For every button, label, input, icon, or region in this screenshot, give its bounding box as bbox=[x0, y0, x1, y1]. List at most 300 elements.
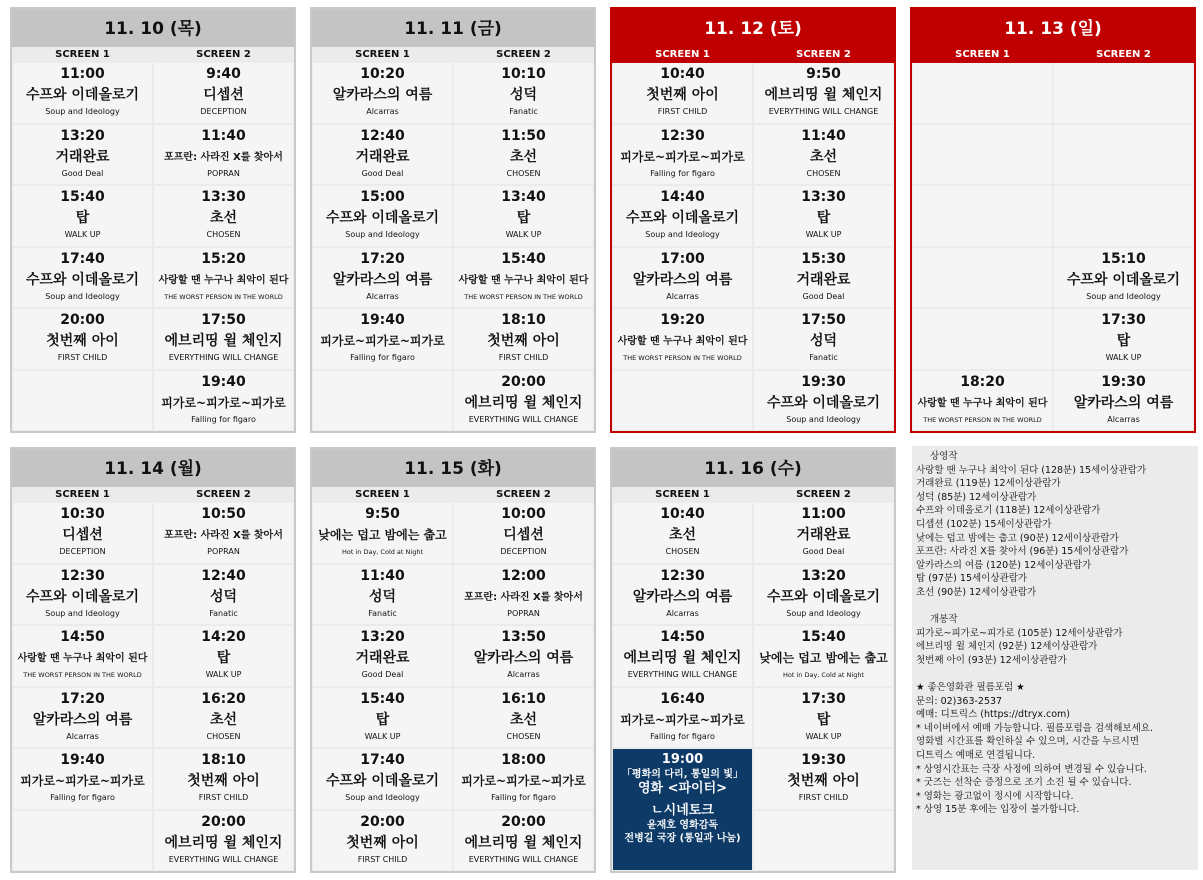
movie-title-en: THE WORST PERSON IN THE WORLD bbox=[164, 292, 283, 301]
movie-title-ko: 수프와 이데올로기 bbox=[766, 588, 881, 605]
empty-cell bbox=[913, 248, 1052, 308]
movie-title-ko: 초선 bbox=[809, 148, 838, 165]
showtime-cell bbox=[913, 371, 1052, 431]
showtime-cell bbox=[454, 688, 593, 748]
showtime: 16:10 bbox=[501, 690, 546, 707]
showtime-cell bbox=[13, 626, 152, 686]
showtime: 15:40 bbox=[60, 189, 105, 205]
showtime-cell bbox=[154, 688, 293, 748]
event-line: ㄴ시네토크 bbox=[651, 803, 714, 818]
day-title: 11. 16 (수) bbox=[612, 449, 894, 487]
showtime-cell bbox=[454, 63, 593, 123]
info-line: * 네이버에서 예매 가능합니다. 필름포럼을 검색해보세요. bbox=[916, 722, 1153, 734]
movie-title-ko: 초선 bbox=[509, 148, 538, 165]
movie-title-en: Falling for figaro bbox=[350, 353, 415, 362]
movie-title-ko: 알카라스의 여름 bbox=[1073, 394, 1174, 411]
movie-title-ko: 첫번째 아이 bbox=[487, 333, 560, 349]
screen-label: SCREEN 1 bbox=[355, 49, 410, 60]
day-title: 11. 13 (일) bbox=[912, 9, 1194, 47]
movie-title-en: THE WORST PERSON IN THE WORLD bbox=[923, 415, 1042, 424]
showtime-cell bbox=[154, 63, 293, 123]
movie-title-ko: 거래완료 bbox=[796, 271, 851, 288]
showtime: 11:00 bbox=[60, 66, 105, 82]
movie-title-ko: 포프란: 사라진 X를 찾아서 bbox=[464, 591, 583, 603]
movie-title-ko: 디셉션 bbox=[62, 527, 103, 543]
showtime: 19:40 bbox=[60, 752, 105, 768]
screen-label: SCREEN 1 bbox=[955, 49, 1010, 60]
showtime: 13:40 bbox=[501, 189, 546, 205]
day-panel bbox=[610, 7, 896, 433]
showtime: 11:00 bbox=[801, 506, 846, 522]
day-panel bbox=[10, 7, 296, 433]
showtime-cell bbox=[1054, 248, 1193, 308]
movie-title-ko: 거래완료 bbox=[355, 148, 410, 165]
movie-title-en: CHOSEN bbox=[506, 731, 541, 741]
movie-title-en: EVERYTHING WILL CHANGE bbox=[168, 854, 279, 864]
movie-title-ko: 탑 bbox=[216, 650, 231, 666]
showtime: 13:50 bbox=[501, 629, 546, 645]
movie-title-ko: 수프와 이데올로기 bbox=[25, 588, 140, 605]
showtime: 15:40 bbox=[360, 690, 405, 707]
showtime: 10:40 bbox=[660, 506, 705, 522]
movie-title-ko: 사랑할 땐 누구나 최악이 된다 bbox=[917, 397, 1048, 409]
movie-title-en: Alcarras bbox=[666, 291, 699, 301]
showtime-cell bbox=[454, 749, 593, 809]
showtime-cell bbox=[313, 688, 452, 748]
showtime-cell bbox=[754, 565, 893, 625]
info-line: 낮에는 덥고 밤에는 춥고 (90분) 12세이상관람가 bbox=[916, 532, 1119, 544]
movie-title-en: Hot in Day, Cold at Night bbox=[782, 671, 864, 679]
screen-label: SCREEN 1 bbox=[655, 49, 710, 60]
empty-cell bbox=[1054, 63, 1193, 123]
screen-column bbox=[454, 63, 593, 430]
movie-title-en: CHOSEN bbox=[206, 731, 241, 741]
empty-cell bbox=[913, 63, 1052, 123]
movie-title-en: Fanatic bbox=[368, 608, 397, 618]
movie-title-en: FIRST CHILD bbox=[798, 793, 849, 802]
showtime: 17:30 bbox=[1101, 312, 1146, 328]
movie-title-ko: 성덕 bbox=[209, 588, 238, 605]
empty-cell bbox=[13, 811, 152, 871]
movie-title-ko: 수프와 이데올로기 bbox=[766, 394, 881, 411]
screen-column bbox=[13, 63, 152, 430]
showtime: 12:00 bbox=[501, 567, 546, 584]
showtime-cell bbox=[154, 186, 293, 246]
screen-column bbox=[154, 63, 293, 430]
info-line: * 상영 15분 후에는 입장이 불가합니다. bbox=[916, 804, 1080, 816]
showtime: 20:00 bbox=[60, 312, 105, 328]
movie-title-en: WALK UP bbox=[364, 731, 401, 741]
movie-title-en: Good Deal bbox=[802, 291, 845, 301]
showtime: 20:00 bbox=[501, 373, 546, 390]
empty-cell bbox=[754, 811, 893, 871]
movie-title-ko: 피가로~피가로~피가로 bbox=[620, 149, 745, 164]
movie-title-en: Alcarras bbox=[666, 608, 699, 618]
showtime-cell bbox=[754, 626, 893, 686]
movie-title-en: Good Deal bbox=[361, 670, 404, 679]
movie-title-en: EVERYTHING WILL CHANGE bbox=[468, 414, 579, 424]
movie-title-ko: 성덕 bbox=[368, 588, 397, 605]
movie-title-en: FIRST CHILD bbox=[198, 793, 249, 802]
showtime: 12:30 bbox=[660, 127, 705, 144]
day-panel bbox=[610, 447, 896, 873]
showtime: 19:30 bbox=[801, 752, 846, 768]
movie-title-ko: 첫번째 아이 bbox=[346, 834, 419, 851]
movie-title-ko: 초선 bbox=[209, 210, 238, 226]
movie-title-en: FIRST CHILD bbox=[357, 854, 408, 864]
empty-cell bbox=[913, 125, 1052, 185]
showtime-cell bbox=[313, 63, 452, 123]
showtime-cell bbox=[13, 749, 152, 809]
movie-title-en: DECEPTION bbox=[500, 547, 547, 556]
showtime: 14:20 bbox=[201, 629, 246, 645]
showtime: 15:20 bbox=[201, 250, 246, 267]
showtime-cell bbox=[613, 309, 752, 369]
info-line: 피가로~피가로~피가로 (105분) 12세이상관람가 bbox=[916, 627, 1123, 639]
movie-title-ko: 알카라스의 여름 bbox=[332, 271, 433, 288]
screen-header bbox=[312, 47, 594, 63]
movie-title-en: Good Deal bbox=[802, 547, 845, 556]
movie-title-en: WALK UP bbox=[505, 230, 542, 239]
movie-title-en: Soup and Ideology bbox=[345, 793, 420, 802]
showtime: 19:30 bbox=[801, 373, 846, 390]
showtime: 19:40 bbox=[201, 373, 246, 390]
movie-title-en: WALK UP bbox=[805, 731, 842, 741]
showtime-cell bbox=[13, 125, 152, 185]
info-line: 디셉션 (102분) 15세이상관람가 bbox=[916, 518, 1052, 530]
movie-title-ko: 피가로~피가로~피가로 bbox=[620, 712, 745, 727]
day-panel bbox=[10, 447, 296, 873]
movie-title-en: Alcarras bbox=[366, 291, 399, 301]
movie-title-en: Good Deal bbox=[61, 168, 104, 178]
showtime: 17:00 bbox=[660, 250, 705, 267]
showtime-cell bbox=[154, 811, 293, 871]
showtime: 14:50 bbox=[60, 629, 105, 645]
showtime: 14:40 bbox=[660, 189, 705, 205]
showtime-cell bbox=[13, 503, 152, 563]
info-line: 수프와 이데올로기 (118분) 12세이상관람가 bbox=[916, 505, 1101, 517]
movie-title-en: Soup and Ideology bbox=[45, 107, 120, 116]
showtime: 19:00 bbox=[661, 752, 704, 767]
movie-title-en: WALK UP bbox=[64, 230, 101, 239]
info-line: ★ 좋은영화관 필름포럼 ★ bbox=[916, 682, 1025, 694]
movie-title-en: CHOSEN bbox=[806, 168, 841, 178]
movie-title-ko: 사랑할 땐 누구나 최악이 된다 bbox=[17, 653, 148, 664]
screen-header bbox=[312, 487, 594, 503]
movie-title-ko: 에브리띵 윌 체인지 bbox=[464, 394, 583, 411]
movie-title-en: FIRST CHILD bbox=[498, 353, 549, 362]
showtime-cell bbox=[13, 248, 152, 308]
movie-title-en: DECEPTION bbox=[200, 107, 247, 116]
showtime-cell bbox=[154, 749, 293, 809]
screen-column bbox=[754, 63, 893, 430]
showtime-cell bbox=[154, 565, 293, 625]
movie-title-en: Hot in Day, Cold at Night bbox=[341, 548, 423, 556]
day-panel bbox=[310, 7, 596, 433]
movie-title-ko: 수프와 이데올로기 bbox=[325, 773, 440, 789]
showtime-cell bbox=[754, 749, 893, 809]
screen-label: SCREEN 2 bbox=[196, 49, 251, 60]
showtime: 18:10 bbox=[501, 312, 546, 328]
showtime-cell bbox=[754, 248, 893, 308]
movie-title-ko: 탑 bbox=[516, 210, 531, 226]
screen-label: SCREEN 2 bbox=[1096, 49, 1151, 60]
showtime-cell bbox=[154, 503, 293, 563]
showtime-cell bbox=[454, 626, 593, 686]
movie-title-en: CHOSEN bbox=[506, 168, 541, 178]
showtime: 16:40 bbox=[660, 690, 705, 707]
movie-title-en: Falling for figaro bbox=[191, 414, 256, 424]
movie-title-en: Falling for figaro bbox=[650, 168, 715, 178]
screen-column bbox=[1054, 63, 1193, 430]
movie-title-ko: 알카라스의 여름 bbox=[473, 650, 574, 666]
empty-cell bbox=[1054, 125, 1193, 185]
screen-column bbox=[454, 503, 593, 870]
event-line: 「평화의 다리, 통일의 빛」 bbox=[621, 769, 744, 780]
movie-title-ko: 낮에는 덥고 밤에는 춥고 bbox=[318, 528, 447, 542]
showtime-cell bbox=[313, 248, 452, 308]
showtime: 11:40 bbox=[201, 127, 246, 144]
showtime: 15:30 bbox=[801, 250, 846, 267]
movie-title-en: THE WORST PERSON IN THE WORLD bbox=[23, 671, 142, 679]
screen-column bbox=[154, 503, 293, 870]
showtime: 13:30 bbox=[201, 189, 246, 205]
showtime: 11:50 bbox=[501, 127, 546, 144]
showtime: 13:20 bbox=[801, 567, 846, 584]
screen-column bbox=[913, 63, 1052, 430]
showtime: 14:50 bbox=[660, 629, 705, 645]
empty-cell bbox=[1054, 186, 1193, 246]
screen-label: SCREEN 2 bbox=[796, 489, 851, 500]
day-panel bbox=[310, 447, 596, 873]
screen-label: SCREEN 2 bbox=[796, 49, 851, 60]
movie-title-en: EVERYTHING WILL CHANGE bbox=[768, 107, 879, 116]
movie-title-ko: 알카라스의 여름 bbox=[32, 711, 133, 728]
day-panel bbox=[910, 7, 1196, 433]
movie-title-ko: 사랑할 땐 누구나 최악이 된다 bbox=[458, 274, 589, 286]
movie-title-ko: 첫번째 아이 bbox=[46, 333, 119, 349]
showtime: 18:20 bbox=[960, 373, 1005, 390]
screen-label: SCREEN 1 bbox=[55, 49, 110, 60]
showtime: 20:00 bbox=[201, 813, 246, 830]
info-line: 예매: 디트릭스 (https://dtryx.com) bbox=[916, 709, 1070, 721]
showtime-cell bbox=[454, 186, 593, 246]
movie-title-en: Falling for figaro bbox=[50, 793, 115, 802]
showtime-cell bbox=[13, 186, 152, 246]
movie-title-en: Soup and Ideology bbox=[345, 230, 420, 239]
showtime: 17:40 bbox=[360, 752, 405, 768]
movie-title-ko: 탑 bbox=[816, 210, 831, 226]
showtime-cell bbox=[754, 371, 893, 431]
screen-label: SCREEN 1 bbox=[355, 489, 410, 500]
showtime-cell bbox=[1054, 371, 1193, 431]
special-event-cell bbox=[613, 749, 752, 870]
showtime-cell bbox=[754, 125, 893, 185]
movie-title-ko: 에브리띵 윌 체인지 bbox=[164, 834, 283, 851]
movie-title-ko: 탑 bbox=[375, 711, 390, 728]
movie-title-ko: 수프와 이데올로기 bbox=[625, 210, 740, 226]
showtime-cell bbox=[13, 63, 152, 123]
movie-title-en: CHOSEN bbox=[206, 230, 241, 239]
movie-title-ko: 초선 bbox=[209, 711, 238, 728]
showtime-cell bbox=[454, 811, 593, 871]
showtime: 12:40 bbox=[201, 567, 246, 584]
movie-title-ko: 피가로~피가로~피가로 bbox=[20, 774, 145, 788]
movie-title-en: FIRST CHILD bbox=[57, 353, 108, 362]
movie-title-ko: 디셉션 bbox=[203, 87, 244, 103]
showtime: 19:40 bbox=[360, 312, 405, 328]
screen-label: SCREEN 1 bbox=[655, 489, 710, 500]
movie-title-ko: 알카라스의 여름 bbox=[332, 87, 433, 103]
showtime-cell bbox=[154, 248, 293, 308]
empty-cell bbox=[313, 371, 452, 431]
movie-title-en: WALK UP bbox=[805, 230, 842, 239]
movie-title-en: Soup and Ideology bbox=[645, 230, 720, 239]
movie-title-en: Soup and Ideology bbox=[786, 414, 861, 424]
info-line: * 영화는 광고없이 정시에 시작합니다. bbox=[916, 790, 1074, 802]
movie-title-en: Soup and Ideology bbox=[45, 608, 120, 618]
showtime-cell bbox=[613, 248, 752, 308]
showtime: 17:30 bbox=[801, 690, 846, 707]
showtime: 19:30 bbox=[1101, 373, 1146, 390]
showtime-cell bbox=[154, 125, 293, 185]
screen-header bbox=[912, 47, 1194, 63]
showtime: 15:10 bbox=[1101, 250, 1146, 267]
showtime-cell bbox=[754, 309, 893, 369]
movie-title-en: Soup and Ideology bbox=[1086, 291, 1161, 301]
showtime-cell bbox=[454, 309, 593, 369]
movie-title-ko: 수프와 이데올로기 bbox=[25, 87, 140, 103]
info-line: 디트릭스 예매로 연결됩니다. bbox=[916, 750, 1036, 762]
movie-title-ko: 수프와 이데올로기 bbox=[1066, 271, 1181, 288]
movie-title-en: Good Deal bbox=[361, 168, 404, 178]
movie-title-ko: 거래완료 bbox=[355, 650, 410, 666]
movie-title-en: THE WORST PERSON IN THE WORLD bbox=[623, 354, 742, 362]
movie-title-en: Soup and Ideology bbox=[45, 291, 120, 301]
movie-title-ko: 성덕 bbox=[809, 333, 838, 349]
showtime: 15:40 bbox=[501, 250, 546, 267]
showtime: 11:40 bbox=[801, 127, 846, 144]
movie-title-en: Alcarras bbox=[1107, 414, 1140, 424]
event-line: 영화 <파이터> bbox=[637, 781, 728, 796]
info-panel bbox=[912, 446, 1198, 870]
showtime: 16:20 bbox=[201, 690, 246, 707]
day-title: 11. 14 (월) bbox=[12, 449, 294, 487]
info-line: 문의: 02)363-2537 bbox=[916, 695, 1003, 707]
movie-title-en: POPRAN bbox=[507, 608, 540, 618]
movie-title-en: Alcarras bbox=[507, 670, 540, 679]
showtime: 10:30 bbox=[60, 506, 105, 522]
movie-title-ko: 낮에는 덥고 밤에는 춥고 bbox=[759, 651, 888, 665]
movie-title-ko: 사랑할 땐 누구나 최악이 된다 bbox=[617, 336, 748, 347]
movie-title-ko: 알카라스의 여름 bbox=[632, 588, 733, 605]
movie-title-ko: 성덕 bbox=[509, 87, 538, 103]
showtime: 17:20 bbox=[360, 250, 405, 267]
showtime: 9:40 bbox=[206, 66, 241, 82]
movie-title-ko: 피가로~피가로~피가로 bbox=[320, 334, 445, 348]
info-line: 탑 (97분) 15세이상관람가 bbox=[916, 573, 1028, 585]
movie-title-ko: 에브리띵 윌 체인지 bbox=[464, 834, 583, 851]
movie-title-en: WALK UP bbox=[205, 670, 242, 679]
info-line: 에브리띵 윌 체인지 (92분) 12세이상관람가 bbox=[916, 641, 1098, 653]
showtime-cell bbox=[154, 371, 293, 431]
screen-column bbox=[13, 503, 152, 870]
movie-title-ko: 첫번째 아이 bbox=[187, 773, 260, 789]
movie-title-en: EVERYTHING WILL CHANGE bbox=[168, 353, 279, 362]
day-title: 11. 10 (목) bbox=[12, 9, 294, 47]
screen-header bbox=[12, 47, 294, 63]
movie-title-ko: 사랑할 땐 누구나 최악이 된다 bbox=[158, 274, 289, 286]
movie-title-en: POPRAN bbox=[207, 547, 240, 556]
showtime: 17:40 bbox=[60, 250, 105, 267]
showtime: 13:30 bbox=[801, 189, 846, 205]
showtime-cell bbox=[613, 125, 752, 185]
day-title: 11. 15 (화) bbox=[312, 449, 594, 487]
day-title: 11. 12 (토) bbox=[612, 9, 894, 47]
day-title: 11. 11 (금) bbox=[312, 9, 594, 47]
showtime: 20:00 bbox=[360, 813, 405, 830]
movie-title-ko: 에브리띵 윌 체인지 bbox=[623, 650, 742, 666]
info-line: 알카라스의 여름 (120분) 12세이상관람가 bbox=[916, 559, 1092, 571]
info-section-title: 상영작 bbox=[930, 451, 958, 462]
showtime: 12:30 bbox=[60, 567, 105, 584]
showtime: 13:20 bbox=[60, 127, 105, 144]
showtime-cell bbox=[454, 565, 593, 625]
showtime-cell bbox=[313, 749, 452, 809]
showtime-cell bbox=[613, 63, 752, 123]
movie-title-ko: 수프와 이데올로기 bbox=[25, 271, 140, 288]
movie-title-en: DECEPTION bbox=[59, 547, 106, 556]
showtime-cell bbox=[454, 248, 593, 308]
screen-header bbox=[12, 487, 294, 503]
movie-title-ko: 첫번째 아이 bbox=[787, 773, 860, 789]
movie-title-ko: 피가로~피가로~피가로 bbox=[461, 774, 586, 788]
movie-title-en: THE WORST PERSON IN THE WORLD bbox=[464, 292, 583, 301]
showtime-cell bbox=[1054, 309, 1193, 369]
showtime: 10:20 bbox=[360, 66, 405, 82]
movie-title-ko: 수프와 이데올로기 bbox=[325, 210, 440, 226]
movie-title-en: EVERYTHING WILL CHANGE bbox=[627, 670, 738, 679]
showtime: 12:40 bbox=[360, 127, 405, 144]
empty-cell bbox=[913, 309, 1052, 369]
movie-title-en: POPRAN bbox=[207, 168, 240, 178]
info-line: 사랑할 땐 누구나 최악이 된다 (128분) 15세이상관람가 bbox=[916, 464, 1147, 476]
movie-title-en: Fanatic bbox=[809, 353, 838, 362]
info-line bbox=[916, 600, 1196, 614]
showtime: 18:10 bbox=[201, 752, 246, 768]
movie-title-ko: 피가로~피가로~피가로 bbox=[161, 395, 286, 410]
showtime: 15:00 bbox=[360, 189, 405, 205]
showtime: 9:50 bbox=[365, 506, 400, 522]
screen-header bbox=[612, 47, 894, 63]
empty-cell bbox=[613, 371, 752, 431]
info-line: * 상영시간표는 극장 사정에 의하여 변경될 수 있습니다. bbox=[916, 763, 1147, 775]
screen-label: SCREEN 2 bbox=[496, 489, 551, 500]
movie-title-ko: 초선 bbox=[668, 527, 697, 543]
movie-title-en: Alcarras bbox=[366, 107, 399, 116]
movie-title-ko: 탑 bbox=[1116, 333, 1131, 349]
showtime: 19:20 bbox=[660, 312, 705, 328]
showtime-cell bbox=[754, 688, 893, 748]
screen-column bbox=[313, 63, 452, 430]
info-line: 영화별 시간표를 확인하실 수 있으며, 시간을 누르시면 bbox=[916, 736, 1140, 748]
movie-title-en: Falling for figaro bbox=[491, 793, 556, 802]
movie-title-en: Soup and Ideology bbox=[786, 608, 861, 618]
showtime-cell bbox=[613, 688, 752, 748]
screen-column bbox=[313, 503, 452, 870]
info-line: 포프란: 사라진 X를 찾아서 (96분) 15세이상관람가 bbox=[916, 546, 1129, 558]
showtime-cell bbox=[313, 309, 452, 369]
